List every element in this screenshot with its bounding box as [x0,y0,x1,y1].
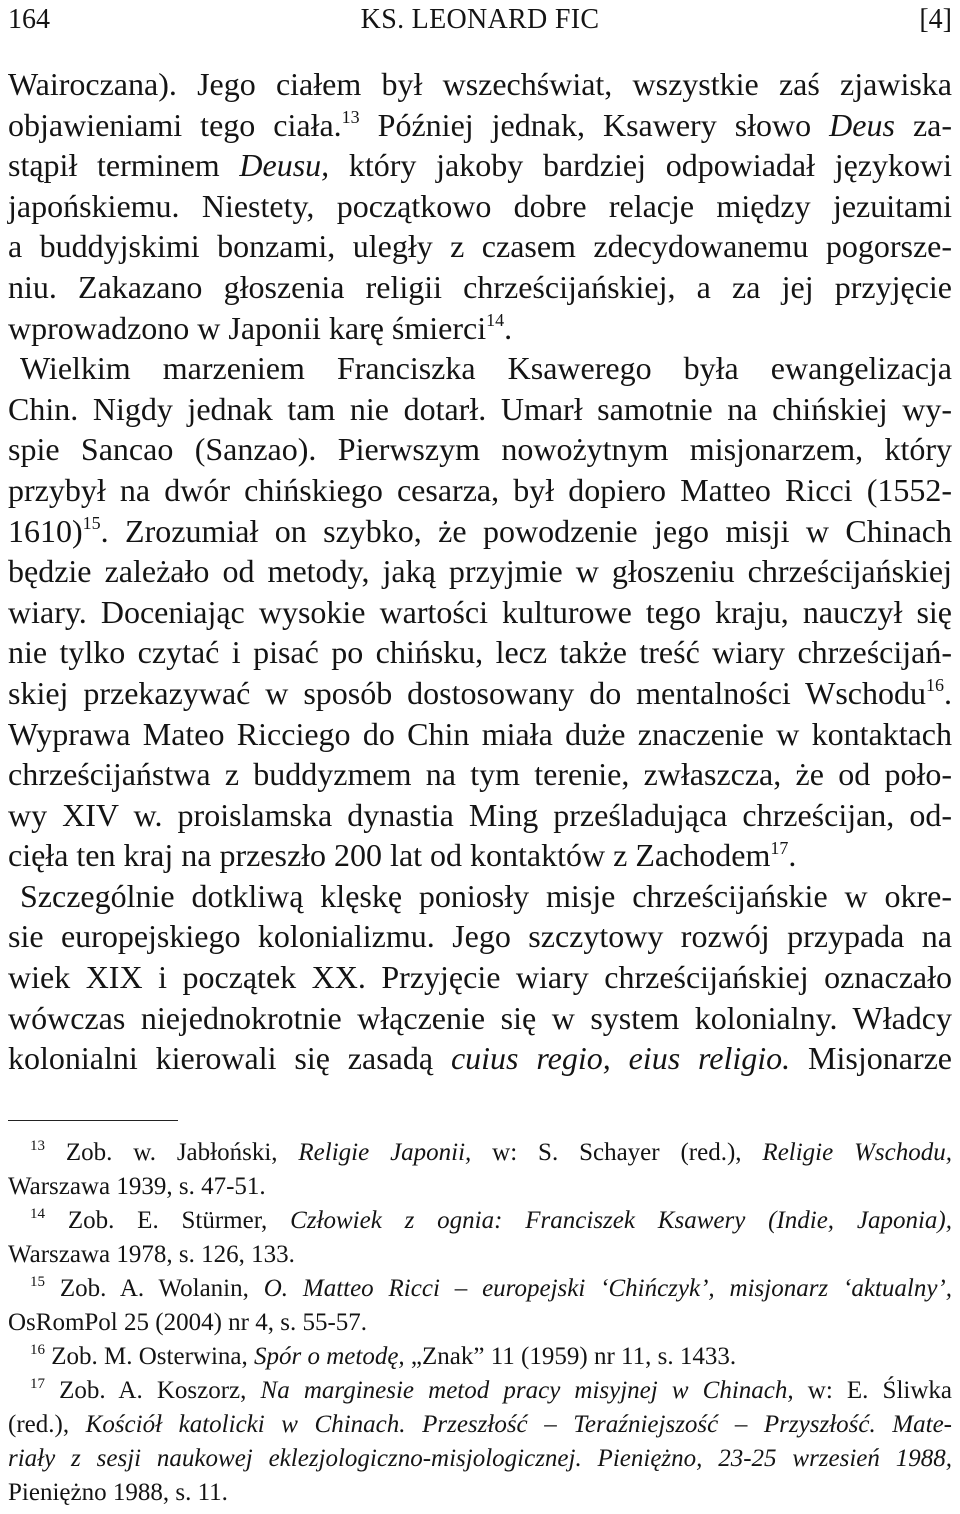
footnote-ref-17[interactable]: 17 [770,837,789,858]
paragraph-2 [8,348,952,876]
footnote-line: $^{16}$ Zob. M. Osterwina, Spór o metodę, „Znak” 11 (1959) nr 11, s. 1433. [30,1341,737,1370]
footnote-line: Pieniężno 1988, s. 11. [8,1479,228,1506]
running-header [8,4,952,38]
footnote-line: (red.), Kościół katolicki w Chinach. Przeszłość – Teraźniejszość – Przyszłość. Mate- [8,1411,952,1438]
text-line: skiej przekazywać w sposób dostosowany do mentalności Wschodu$^{16}$. [8,674,952,711]
footnote-line: $^{17}$ Zob. A. Koszorz, Na marginesie metod pracy misyjnej w Chinach, w: E. Śliwka [30,1375,953,1404]
main-text [8,64,952,1079]
text-line: Chin. Nigdy jednak tam nie dotarł. Umarł samotnie na chińskiej wy- [8,390,952,427]
footnote-number: 15 [30,1273,45,1290]
text-line: spie Sancao (Sanzao). Pierwszym nowożytnym misjonarzem, który [8,431,952,468]
text-line: nie tylko czytać i pisać po chińsku, lecz także treść wiary chrześcijań- [8,634,952,671]
footnote-line: OsRomPol 25 (2004) nr 4, s. 55-57. [8,1309,368,1336]
footnotes [8,1136,952,1510]
footnote-14 [8,1204,952,1272]
text-line: stąpił terminem Deusu, który jakoby bardziej odpowiadał językowi [8,147,953,184]
text-line: chrześcijaństwa z buddyzmem na tym terenie, zwłaszcza, że od poło- [8,756,952,793]
running-title: KS. LEONARD FIC [360,4,600,35]
text-line: wiek XIX i początek XX. Przyjęcie wiary chrześcijańskiej oznaczało [8,959,952,996]
footnote-line: $^{13}$ Zob. w. Jabłoński, Religie Japonii, w: S. Schayer (red.), Religie Wschodu, [30,1137,952,1166]
footnote-17 [8,1374,952,1510]
text-line: wprowadzono w Japonii karę śmierci$^{14}$. [8,309,513,346]
text-line: będzie zależało od metody, jaką przyjmie w głoszeniu chrześcijańskiej [8,553,952,590]
footnote-number: 14 [30,1205,45,1222]
text-line: japońskiemu. Niestety, początkowo dobre relacje między jezuitami [8,187,952,224]
footnote-ref-13[interactable]: 13 [341,106,360,127]
text-line: a buddyjskimi bonzami, uległy z czasem zdecydowanemu pogorsze- [8,228,952,265]
paragraph-3 [8,876,952,1079]
footnote-15 [8,1272,952,1340]
footnote-line: $^{15}$ Zob. A. Wolanin, O. Matteo Ricci – europejski ‘Chińczyk’, misjonarz ‘aktualny’, [30,1273,952,1302]
footnote-line: Warszawa 1978, s. 126, 133. [8,1241,295,1268]
text-line: sie europejskiego kolonializmu. Jego szczytowy rozwój przypada na [8,918,952,955]
text-line: Szczególnie dotkliwą klęskę poniosły misje chrześcijańskie w okre- [20,877,952,914]
footnote-line: $^{14}$ Zob. E. Stürmer, Człowiek z ognia: Franciszek Ksawery (Indie, Japonia), [30,1205,952,1234]
text-line: objawieniami tego ciała.$^{13}$ Później jednak, Ksawery słowo Deus za- [8,106,953,143]
text-line: Wyprawa Mateo Ricciego do Chin miała duże znaczenie w kontaktach [8,715,952,752]
text-line: Wielkim marzeniem Franciszka Ksawerego była ewangelizacja [20,350,952,387]
page-number: 164 [8,4,50,35]
footnote-ref-16[interactable]: 16 [926,675,944,696]
footnote-line: Warszawa 1939, s. 47-51. [8,1173,266,1200]
text-line: kolonialni kierowali się zasadą cuius regio, eius religio. Misjonarze [8,1040,953,1077]
footnote-ref-15[interactable]: 15 [82,512,101,533]
text-line: wiary. Doceniając wysokie wartości kulturowe tego kraju, nauczył się [8,593,952,630]
paragraph-1 [8,64,952,348]
footnote-13 [8,1136,952,1204]
footnote-16 [8,1340,952,1374]
footnote-separator [8,1120,178,1121]
footnote-number: 13 [30,1137,45,1154]
footnote-ref-14[interactable]: 14 [486,309,505,330]
text-line: cięła ten kraj na przeszło 200 lat od kontaktów z Zachodem$^{17}$. [8,837,797,874]
text-line: Wairoczana). Jego ciałem był wszechświat, wszystkie zaś zjawiska [8,66,952,102]
footnote-number: 17 [30,1375,45,1392]
footnote-number: 16 [30,1341,45,1358]
text-line: 1610)$^{15}$. Zrozumiał on szybko, że powodzenie jego misji w Chinach [8,512,952,549]
text-line: przybył na dwór chińskiego cesarza, był dopiero Matteo Ricci (1552- [8,471,952,508]
footnote-line: riały z sesji naukowej eklezjologiczno-misjologicznej. Pieniężno, 23-25 wrzesień 1988, [8,1445,952,1472]
text-line: wy XIV w. proislamska dynastia Ming prześladująca chrześcijan, od- [8,796,952,833]
section-number: [4] [919,4,952,35]
text-line: wówczas niejednokrotnie włączenie się w system kolonialny. Władcy [8,999,952,1036]
text-line: niu. Zakazano głoszenia religii chrześcijańskiej, a za jej przyjęcie [8,268,952,305]
